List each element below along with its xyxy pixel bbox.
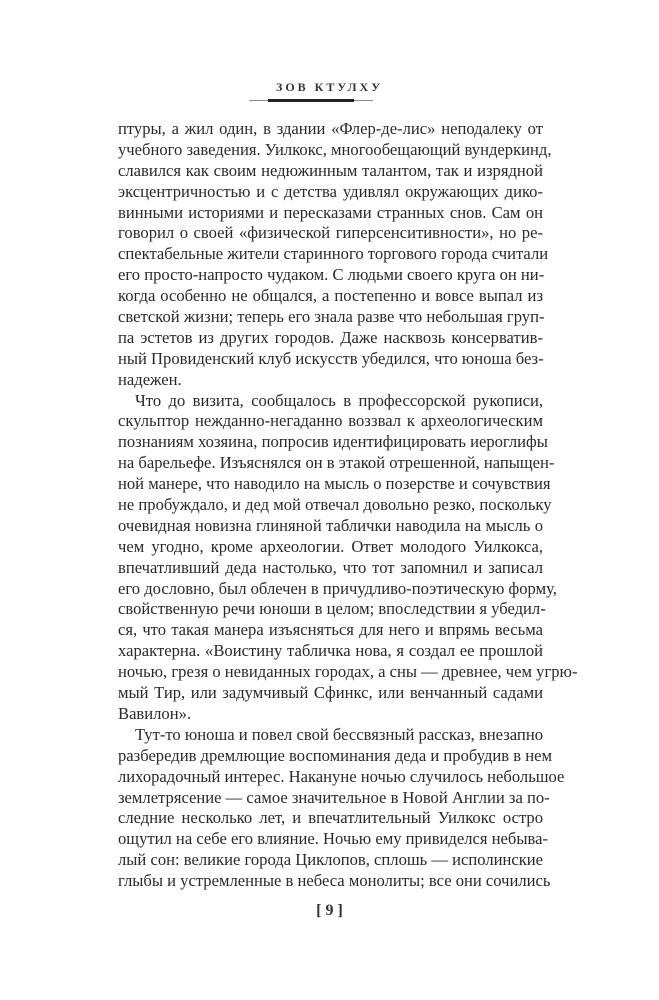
text-line: винными историями и пересказами странных снов. Сам он: [118, 202, 543, 222]
text-line: мый Тир, или задумчивый Сфинкс, или венчанный садами: [118, 683, 543, 703]
text-line: спектабельные жители старинного торгового города считали: [118, 244, 549, 264]
text-line: землетрясение — самое значительное в Новой Англии за по-: [118, 787, 550, 807]
text-line: па эстетов из других городов. Даже насквозь консерватив-: [118, 327, 543, 347]
text-line: Вавилон».: [118, 703, 192, 723]
text-line: ся, что такая манера изъясняться для него и впрямь весьма: [118, 620, 543, 640]
text-line: следние несколько лет, и впечатлительный Уилкокс остро: [118, 808, 543, 828]
text-line: чем угодно, кроме археологии. Ответ молодого Уилкокса,: [118, 536, 543, 556]
text-line: его просто-напросто чудаком. С людьми своего круга он ни-: [118, 265, 545, 285]
text-line: Что до визита, сообщалось в профессорской рукописи,: [135, 390, 543, 410]
text-line: когда особенно не общался, а постепенно и вовсе выпал из: [118, 286, 543, 306]
text-line: на барельефе. Изъяснялся он в этакой отрешенной, напыщен-: [118, 453, 555, 473]
text-line: не пробуждало, и дед мой отвечал довольно резко, поскольку: [118, 495, 552, 515]
paragraph: [118, 390, 578, 725]
running-header: ЗОВ КТУЛХУ: [275, 80, 383, 94]
text-line: ощутил на себе его влияние. Ночью ему привиделся небыва-: [118, 829, 549, 849]
page-number: [ 9 ]: [316, 902, 343, 919]
text-line: его дословно, был облечен в причудливо-поэтическую форму,: [118, 578, 557, 598]
text-line: учебного заведения. Уилкокс, многообещающий вундеркинд,: [118, 139, 552, 159]
text-line: глыбы и устремленные в небеса монолиты; все они сочились: [118, 871, 551, 891]
text-line: ночью, грезя о невиданных городах, а сны — древнее, чем угрю-: [118, 662, 578, 682]
text-line: светской жизни; теперь его знала разве что небольшая груп-: [118, 307, 545, 327]
text-line: разбередив дремлющие воспоминания деда и пробудив в нем: [118, 745, 552, 765]
paragraph: [118, 724, 565, 892]
header-rule-accent: [268, 99, 354, 102]
text-line: птуры, а жил один, в здании «Флер-де-лис» неподалеку от: [118, 119, 543, 138]
text-line: скульптор нежданно-негаданно воззвал к археологическим: [118, 411, 543, 431]
text-line: очевидная новизна глиняной таблички наводила на мысль о: [118, 515, 543, 535]
text-line: лихорадочный интерес. Накануне ночью случилось небольшое: [118, 766, 565, 786]
text-line: ный Провиденский клуб искусств убедился, что юноша без-: [118, 348, 544, 368]
text-line: лый сон: великие города Циклопов, сплошь — исполинские: [118, 850, 544, 870]
text-line: свойственную речи юноши в целом; впоследствии я убедил-: [118, 599, 546, 619]
text-line: ной манере, что наводило на мысль о позерстве и сочувствия: [118, 474, 551, 494]
text-line: говорил о своей «физической гиперсенситивности», но ре-: [118, 223, 543, 243]
paragraph: [118, 119, 552, 391]
text-line: Тут-то юноша и повел свой бессвязный рассказ, внезапно: [135, 724, 543, 744]
body-text: [118, 119, 578, 892]
text-line: эксцентричностью и с детства удивлял окружающих дико-: [118, 181, 543, 201]
text-line: познаниям хозяина, попросив идентифицировать иероглифы: [118, 432, 548, 452]
text-line: впечатливший деда настолько, что тот запомнил и записал: [118, 557, 543, 577]
text-line: характерна. «Воистину табличка нова, я создал ее прошлой: [118, 641, 543, 661]
text-line: славился как своим недюжинным талантом, так и изрядной: [118, 160, 543, 180]
text-line: надежен.: [118, 369, 182, 389]
